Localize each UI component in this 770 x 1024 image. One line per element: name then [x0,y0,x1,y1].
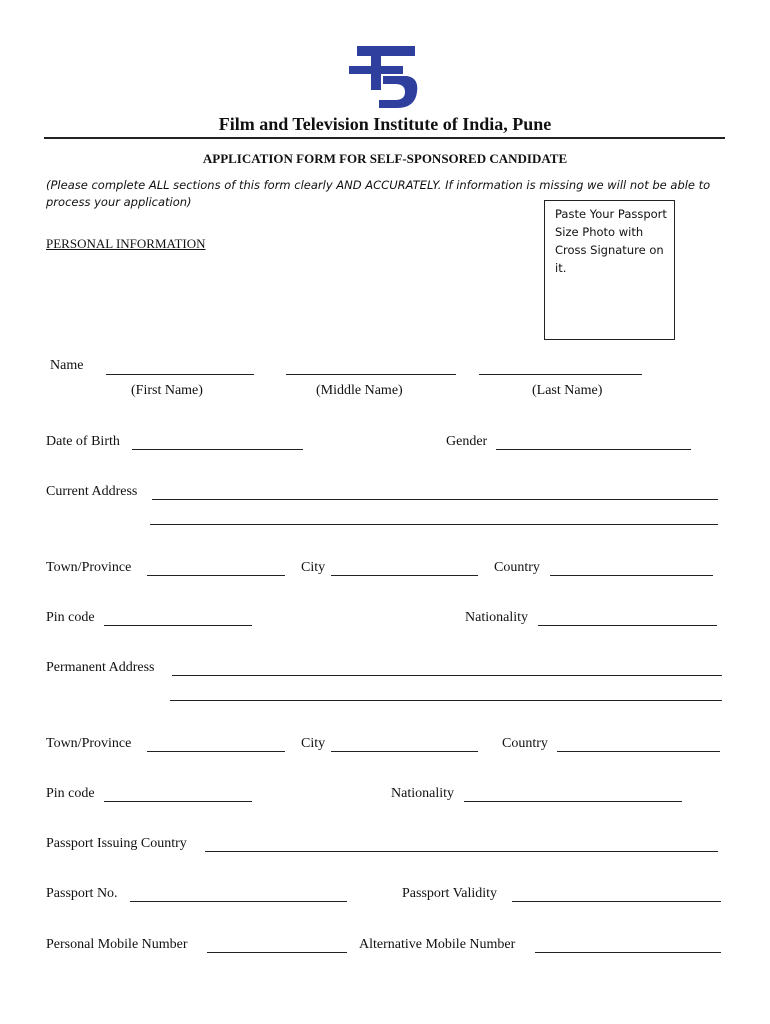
permanent-city-field[interactable] [331,751,478,752]
permanent-nationality-label: Nationality [391,786,454,801]
photo-box-label: Paste Your Passport Size Photo with Cross Signature on it. [555,207,667,275]
first-name-caption: (First Name) [131,383,203,398]
form-title: APPLICATION FORM FOR SELF-SPONSORED CANDIDATE [202,151,568,166]
town-label: Town/Province [46,560,132,575]
last-name-field[interactable] [479,374,642,375]
city-label: City [301,560,326,575]
permanent-address-label: Permanent Address [46,660,155,675]
form-instructions: (Please complete ALL sections of this form clearly AND ACCURATELY. If information is missing we will not be able to process your application) [46,178,711,209]
alternative-mobile-label: Alternative Mobile Number [359,937,516,952]
permanent-pin-code-field[interactable] [104,801,252,802]
passport-issuing-country-field[interactable] [205,851,718,852]
middle-name-caption: (Middle Name) [316,383,403,398]
permanent-town-field[interactable] [147,751,285,752]
nationality-field[interactable] [538,625,717,626]
alternative-mobile-field[interactable] [535,952,721,953]
institute-name: Film and Television Institute of India, Pune [218,114,552,134]
gender-field[interactable] [496,449,691,450]
photo-box[interactable] [544,200,675,340]
gender-label: Gender [446,434,488,449]
personal-mobile-field[interactable] [207,952,347,953]
permanent-address-field[interactable] [172,675,722,676]
personal-mobile-label: Personal Mobile Number [46,937,188,952]
ftii-logo-icon [349,44,419,110]
town-field[interactable] [147,575,285,576]
permanent-country-label: Country [502,736,548,751]
nationality-label: Nationality [465,610,528,625]
permanent-town-label: Town/Province [46,736,132,751]
country-field[interactable] [550,575,713,576]
current-address-label: Current Address [46,484,138,499]
dob-label: Date of Birth [46,434,120,449]
permanent-nationality-field[interactable] [464,801,682,802]
passport-no-field[interactable] [130,901,347,902]
middle-name-field[interactable] [286,374,456,375]
first-name-field[interactable] [106,374,254,375]
name-label: Name [50,358,84,373]
city-field[interactable] [331,575,478,576]
passport-validity-label: Passport Validity [402,886,498,901]
current-address-field-line2[interactable] [150,524,718,525]
section-heading-personal-information: PERSONAL INFORMATION [46,236,206,251]
pin-code-field[interactable] [104,625,252,626]
permanent-country-field[interactable] [557,751,720,752]
passport-no-label: Passport No. [46,886,118,901]
permanent-address-field-line2[interactable] [170,700,722,701]
permanent-pin-code-label: Pin code [46,786,95,801]
title-divider [44,137,725,139]
permanent-city-label: City [301,736,326,751]
passport-issuing-country-label: Passport Issuing Country [46,836,187,851]
dob-field[interactable] [132,449,303,450]
last-name-caption: (Last Name) [532,383,603,398]
passport-validity-field[interactable] [512,901,721,902]
pin-code-label: Pin code [46,610,95,625]
country-label: Country [494,560,540,575]
current-address-field[interactable] [152,499,718,500]
